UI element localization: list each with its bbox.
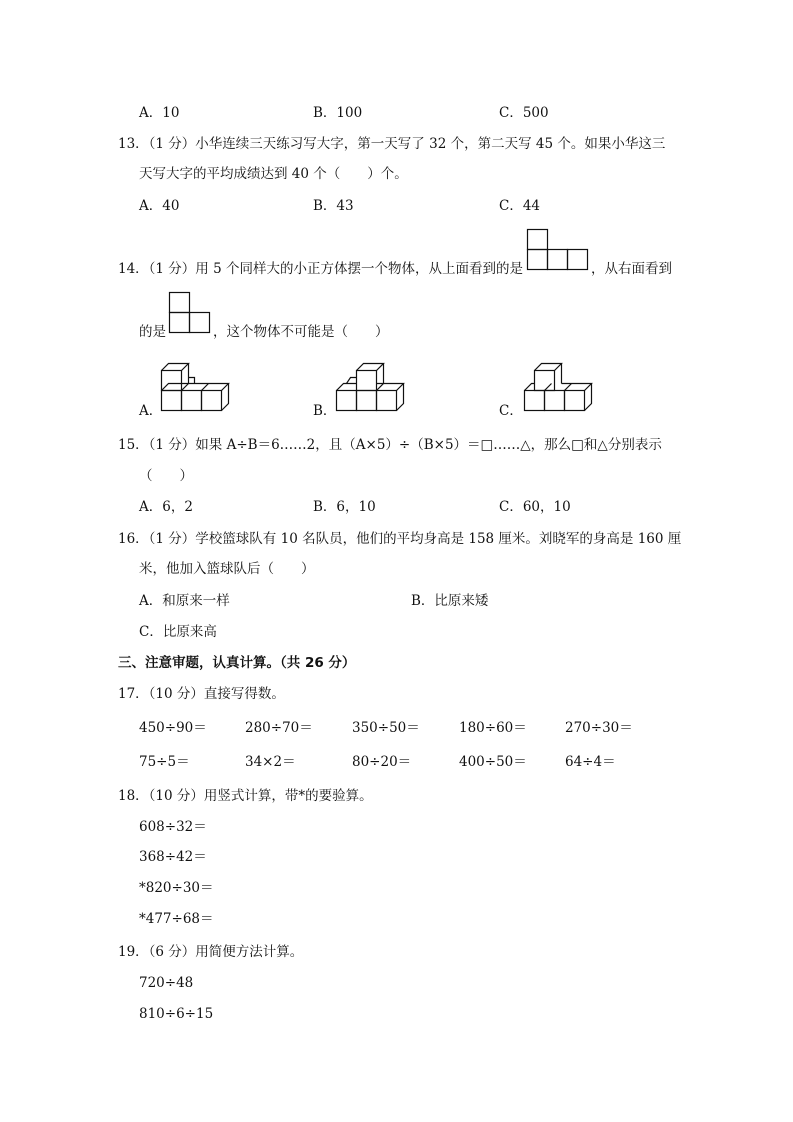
q12-option-b: B．100 xyxy=(313,105,363,121)
q16-option-b: B．比原来矮 xyxy=(411,593,489,609)
q19-item: 810÷6÷15 xyxy=(139,1006,214,1022)
q15-option-c: C．60，10 xyxy=(499,499,571,515)
q19-item: 720÷48 xyxy=(139,975,194,991)
q17-title: 17．（10 分）直接写得数。 xyxy=(118,686,285,702)
q14-stem-line1-pre: 14．（1 分）用 5 个同样大的小正方体摆一个物体，从上面看到的是 xyxy=(118,261,523,277)
q14-stem-line2-post: ，这个物体不可能是（ ） xyxy=(213,324,389,340)
q14-option-b: B． xyxy=(313,403,337,419)
q17-row1-item: 450÷90＝ xyxy=(139,720,207,736)
q18-title: 18．（10 分）用竖式计算，带*的要验算。 xyxy=(118,788,373,804)
q12-option-a: A．10 xyxy=(139,105,180,121)
q14-stem-line1-post: ，从右面看到 xyxy=(591,261,672,277)
q14-option-a: A． xyxy=(139,403,163,419)
q18-item: *820÷30＝ xyxy=(139,880,214,896)
q13-stem-line1: 13．（1 分）小华连续三天练习写大字，第一天写了 32 个，第二天写 45 个。如果小华这三 xyxy=(118,136,666,152)
q12-option-c: C．500 xyxy=(499,105,549,121)
q13-option-b: B．43 xyxy=(313,198,354,214)
q17-row2-item: 64÷4＝ xyxy=(565,754,616,770)
option-b-cubes-figure xyxy=(336,365,408,413)
q17-row1-item: 180÷60＝ xyxy=(459,720,527,736)
q13-option-a: A．40 xyxy=(139,198,180,214)
q16-option-c: C．比原来高 xyxy=(139,624,217,640)
q17-row2-item: 75÷5＝ xyxy=(139,754,190,770)
q16-stem-line1: 16．（1 分）学校篮球队有 10 名队员，他们的平均身高是 158 厘米。刘晓军的身高是 160 厘 xyxy=(118,531,682,547)
q16-option-a: A．和原来一样 xyxy=(139,593,230,609)
q15-option-b: B．6，10 xyxy=(313,499,376,515)
q15-stem-line1: 15．（1 分）如果 A÷B＝6……2，且（A×5）÷（B×5）＝□……△，那么□和△分别表示 xyxy=(118,437,662,453)
q18-item: 608÷32＝ xyxy=(139,819,207,835)
q17-row2-item: 34×2＝ xyxy=(245,754,296,770)
q13-stem-line2: 天写大字的平均成绩达到 40 个（ ）个。 xyxy=(139,166,408,182)
q17-row2-item: 400÷50＝ xyxy=(459,754,527,770)
q15-stem-line2: （ ） xyxy=(139,468,193,484)
q19-title: 19．（6 分）用简便方法计算。 xyxy=(118,944,304,960)
right-view-figure xyxy=(169,292,211,334)
section-3-title: 三、注意审题，认真计算。（共 26 分） xyxy=(118,655,356,671)
q17-row1-item: 280÷70＝ xyxy=(245,720,313,736)
q17-row1-item: 350÷50＝ xyxy=(352,720,420,736)
q16-stem-line2: 米，他加入篮球队后（ ） xyxy=(139,561,315,577)
q17-row2-item: 80÷20＝ xyxy=(352,754,412,770)
option-c-cubes-figure xyxy=(524,365,596,413)
q17-row1-item: 270÷30＝ xyxy=(565,720,633,736)
q18-item: 368÷42＝ xyxy=(139,849,207,865)
q13-option-c: C．44 xyxy=(499,198,541,214)
option-a-cubes-figure xyxy=(161,365,233,413)
q14-option-c: C． xyxy=(499,403,523,419)
top-view-figure xyxy=(527,229,589,271)
q14-stem-line2-pre: 的是 xyxy=(139,324,166,340)
q18-item: *477÷68＝ xyxy=(139,911,214,927)
q15-option-a: A．6，2 xyxy=(139,499,193,515)
